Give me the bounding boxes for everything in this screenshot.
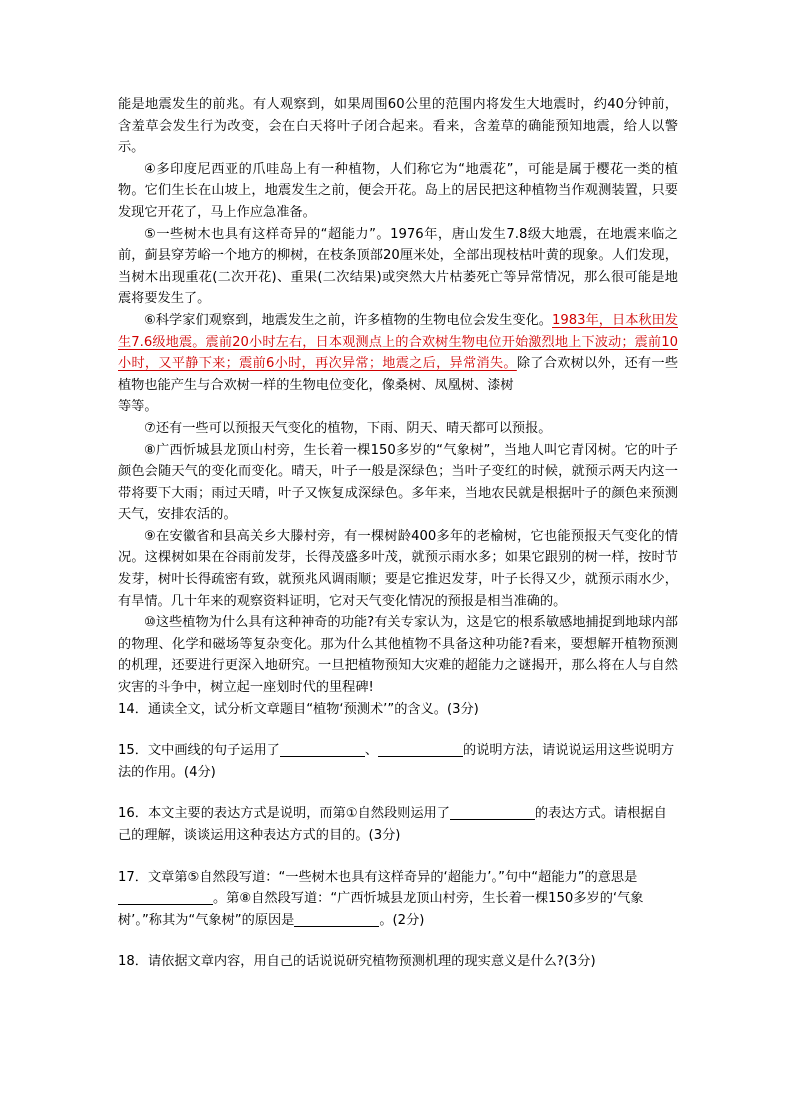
question-16 [118,803,678,846]
question-15-text-a: 15．文中画线的句子运用了 [118,743,280,759]
answer-blank-16[interactable] [450,805,535,820]
question-14: 14．通读全文，试分析文章题目“植物‘预测术’”的含义。(3分) [118,701,479,717]
question-17-text-c: 。(2分) [379,912,425,928]
paragraph-6-continued: 等等。 [118,399,158,415]
paragraph-5: ⑤一些树木也具有这样奇异的“超能力”。1976年，唐山发生7.8级大地震，在地震来临之前，蓟县穿芳峪一个地方的柳树，在枝条顶部20厘米处，全部出现枝枯叶黄的现象。人们发现，当树木出现重花(二次开花)、重果(二次结果)或突然大片枯萎死亡等异常情况，那么很可能是地震将要发生了。 [118,226,678,307]
underlined-red-sentence: 1983年，日本秋田发生7.6级地震。震前20小时左右，日本观测点上的合欢树生物电位开始激烈地上下波动；震前10小时，又平静下来；震前6小时，再次异常；地震之后，异常消失。 [118,312,678,372]
question-17 [118,867,678,932]
question-15-separator: 、 [364,743,379,759]
document-page [118,94,678,973]
question-16-text-a: 16．本文主要的表达方式是说明，而第①自然段则运用了 [118,806,450,822]
paragraph-6 [118,310,678,396]
question-15-text-c: 的说明方法，请说说运用这些说明方法的作用。(4分) [118,743,675,780]
paragraph-intro: 能是地震发生的前兆。有人观察到，如果周围60公里的范围内将发生大地震时，约40分钟前，含羞草会发生行为改变，会在白天将叶子闭合起来。看来，含羞草的确能预知地震，给人以警示。 [118,97,678,156]
question-17-text-b: 。第⑧自然段写道：“广西忻城县龙顶山村旁，生长着一棵150多岁的‘气象树’。”称其为“气象树”的原因是 [118,891,644,928]
paragraph-6-text-b: 除了合欢树以外，还有一些植物也能产生与合欢树一样的生物电位变化，像桑树、凤凰树、漆树 [118,356,679,393]
paragraph-8: ⑧广西忻城县龙顶山村旁，生长着一棵150多岁的“气象树”，当地人叫它青冈树。它的叶子颜色会随天气的变化而变化。晴天，叶子一般是深绿色；当叶子变红的时候，就预示两天内这一带将要下大雨；雨过天晴，叶子又恢复成深绿色。多年来，当地农民就是根据叶子的颜色来预测天气，安排农活的。 [118,442,678,523]
question-17-text-a: 17．文章第⑤自然段写道：“一些树木也具有这样奇异的‘超能力’。”句中“超能力”的意思是 [118,869,638,885]
answer-blank-15-1[interactable] [280,742,365,757]
answer-blank-17-1[interactable] [118,890,213,905]
question-16-text-b: 的表达方式。请根据自己的理解，谈谈运用这种表达方式的目的。(3分) [118,806,667,843]
paragraph-6-text-a: ⑥科学家们观察到，地震发生之前，许多植物的生物电位会发生变化。 [144,312,552,328]
answer-blank-17-2[interactable] [294,912,379,927]
paragraph-9: ⑨在安徽省和县高关乡大滕村旁，有一棵树龄400多年的老榆树，它也能预报天气变化的情况。这棵树如果在谷雨前发芽，长得茂盛多叶茂，就预示雨水多；如果它跟别的树一样，按时节发芽，树叶长得疏密有致，就预兆风调雨顺；要是它推迟发芽，叶子长得又少，就预示雨水少，有旱情。几十年来的观察资料证明，它对天气变化情况的预报是相当准确的。 [118,528,678,609]
paragraph-7: ⑦还有一些可以预报天气变化的植物，下雨、阴天、晴天都可以预报。 [144,420,552,436]
answer-blank-15-2[interactable] [378,742,463,757]
question-15 [118,740,678,783]
question-18: 18．请依据文章内容，用自己的话说说研究植物预测机理的现实意义是什么?(3分) [118,954,596,970]
paragraph-4: ④多印度尼西亚的爪哇岛上有一种植物，人们称它为“地震花”，可能是属于樱花一类的植物。它们生长在山坡上，地震发生之前，便会开花。岛上的居民把这种植物当作观测装置，只要发现它开花了，马上作应急准备。 [118,161,678,220]
paragraph-10: ⑩这些植物为什么具有这种神奇的功能?有关专家认为，这是它的根系敏感地捕捉到地球内部的物理、化学和磁场等复杂变化。那为什么其他植物不具备这种功能?看来，要想解开植物预测的机理，还要进行更深入地研究。一旦把植物预知大灾难的超能力之谜揭开，那么将在人与自然灾害的斗争中，树立起一座划时代的里程碑! [118,615,678,696]
